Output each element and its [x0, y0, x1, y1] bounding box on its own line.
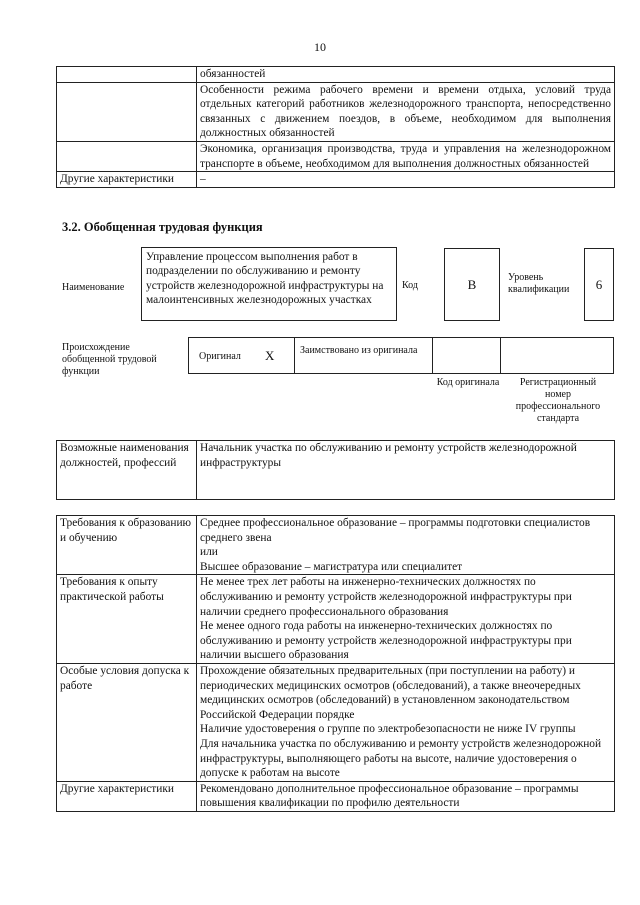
code-label: Код: [402, 280, 418, 291]
origin-table: [188, 337, 614, 374]
reg-caption: Регистрационный номер профессионального стандарта: [515, 377, 601, 424]
row-label: [57, 141, 197, 171]
requirement-value: [197, 781, 615, 811]
knowledge-table: [56, 66, 615, 188]
original-mark: X: [265, 348, 275, 363]
requirement-line: Среднее профессиональное образование – программы подготовки специалистов среднего звена: [200, 517, 591, 544]
row-label: [57, 67, 197, 83]
origin-label: Происхождение обобщенной трудовой функции: [62, 342, 157, 377]
requirement-line: Прохождение обязательных предварительных (при поступлении на работу) и периодических медицинских осмотров (обследований), а также внеочередных медицинских осмотров (обследований) в установленном законодательством Российской Федерации порядке: [200, 664, 581, 721]
table-row: [57, 516, 615, 575]
requirements-table: [56, 515, 615, 812]
requirement-value: [197, 663, 615, 781]
requirement-label: Особые условия допуска к работе: [57, 663, 197, 781]
code-box: [444, 248, 500, 321]
level-label: Уровень квалификации: [508, 272, 570, 295]
function-name: Управление процессом выполнения работ в подразделении по обслуживанию и ремонту устройств железнодорожной инфраструктуры на малоинтенсивных железнодорожных участках: [146, 251, 384, 307]
requirement-label: Другие характеристики: [57, 781, 197, 811]
requirement-line: Высшее образование – магистратура или специалитет: [200, 560, 463, 573]
table-row: [57, 663, 615, 781]
table-row: [57, 441, 615, 500]
row-label: [57, 82, 197, 141]
requirement-line: Рекомендовано дополнительное профессиональное образование – программы повышения квалификации по профилю деятельности: [200, 782, 579, 810]
origin-divider: [294, 338, 295, 373]
borrowed-label: Заимствовано из оригинала: [300, 345, 418, 356]
row-label: Другие характеристики: [57, 172, 197, 188]
row-text: Особенности режима рабочего времени и времени отдыха, условий труда отдельных категорий работников железнодорожного транспорта, непосредственно связанных с движением поездов, в объеме, необходимом для выполнения должностных обязанностей: [197, 82, 615, 141]
function-name-box: [141, 247, 397, 321]
table-row: [57, 141, 615, 171]
table-row: [57, 172, 615, 188]
table-row: [57, 82, 615, 141]
requirement-line: Наличие удостоверения о группе по электробезопасности не ниже IV группы: [200, 723, 576, 736]
positions-value: Начальник участка по обслуживанию и ремонту устройств железнодорожной инфраструктуры: [197, 441, 615, 500]
row-text: обязанностей: [197, 67, 615, 83]
origin-divider: [500, 338, 501, 373]
level-value: 6: [595, 276, 603, 292]
original-label: Оригинал: [199, 351, 241, 362]
requirement-label: Требования к опыту практической работы: [57, 575, 197, 664]
code-caption: Код оригинала: [436, 377, 500, 388]
requirement-line: Не менее одного года работы на инженерно-технических должностях по обслуживанию и ремонту устройств железнодорожной инфраструктуры при наличии высшего образования: [200, 620, 572, 662]
requirement-line: или: [200, 546, 218, 559]
requirement-line: Не менее трех лет работы на инженерно-технических должностях по обслуживанию и ремонту устройств железнодорожной инфраструктуры при наличии среднего профессионального образования: [200, 576, 572, 618]
code-value: B: [467, 276, 477, 292]
requirement-value: [197, 516, 615, 575]
requirement-line: Для начальника участка по обслуживанию и ремонту устройств железнодорожной инфраструктуры, выполняющего работы на высоте, наличие удостоверения о допуске к работам на высоте: [200, 737, 602, 780]
name-label: Наименование: [62, 282, 125, 293]
row-text: –: [197, 172, 615, 188]
positions-label: Возможные наименования должностей, профессий: [57, 441, 197, 500]
row-text: Экономика, организация производства, труда и управления на железнодорожном транспорте в объеме, необходимом для выполнения должностных обязанностей: [197, 141, 615, 171]
level-box: [584, 248, 614, 321]
table-row: [57, 781, 615, 811]
requirement-label: Требования к образованию и обучению: [57, 516, 197, 575]
table-row: [57, 575, 615, 664]
origin-divider: [432, 338, 433, 373]
positions-table: [56, 440, 615, 500]
requirement-value: [197, 575, 615, 664]
page-number: 10: [314, 40, 326, 54]
section-title: 3.2. Обобщенная трудовая функция: [62, 220, 263, 234]
table-row: [57, 67, 615, 83]
